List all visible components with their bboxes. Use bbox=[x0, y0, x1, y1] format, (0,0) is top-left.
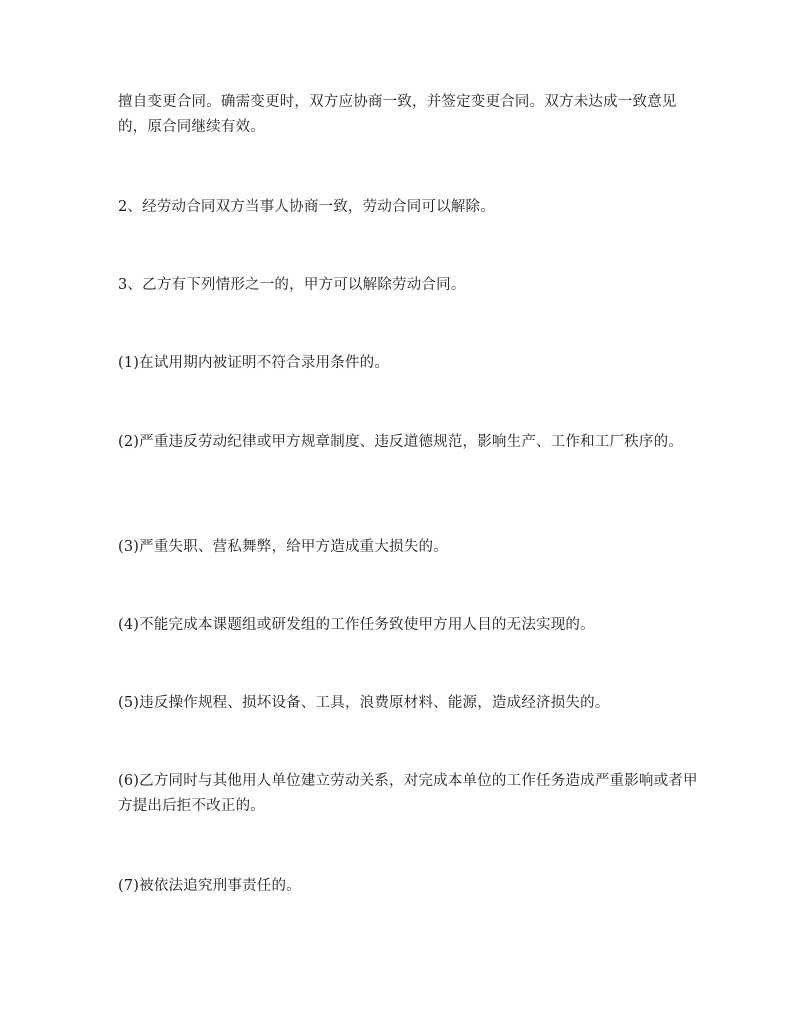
paragraph-item-7: (7)被依法追究刑事责任的。 bbox=[118, 878, 301, 894]
paragraph-item-5: (5)违反操作规程、损坏设备、工具，浪费原材料、能源，造成经济损失的。 bbox=[118, 695, 610, 711]
paragraph-clause-2: 2、经劳动合同双方当事人协商一致，劳动合同可以解除。 bbox=[118, 199, 495, 215]
paragraph-item-4: (4)不能完成本课题组或研发组的工作任务致使甲方用人目的无法实现的。 bbox=[118, 617, 595, 633]
paragraph-item-6: (6)乙方同时与其他用人单位建立劳动关系，对完成本单位的工作任务造成严重影响或者甲方提出后拒不改正的。 bbox=[118, 773, 698, 814]
paragraph-contract-change: 擅自变更合同。确需变更时，双方应协商一致，并签定变更合同。双方未达成一致意见的，原合同继续有效。 bbox=[118, 94, 677, 135]
paragraph-item-3: (3)严重失职、营私舞弊，给甲方造成重大损失的。 bbox=[118, 539, 448, 555]
paragraph-item-2: (2)严重违反劳动纪律或甲方规章制度、违反道德规范，影响生产、工作和工厂秩序的。 bbox=[118, 434, 684, 450]
paragraph-item-1: (1)在试用期内被证明不符合录用条件的。 bbox=[118, 355, 390, 371]
paragraph-clause-3: 3、乙方有下列情形之一的，甲方可以解除劳动合同。 bbox=[118, 277, 466, 293]
